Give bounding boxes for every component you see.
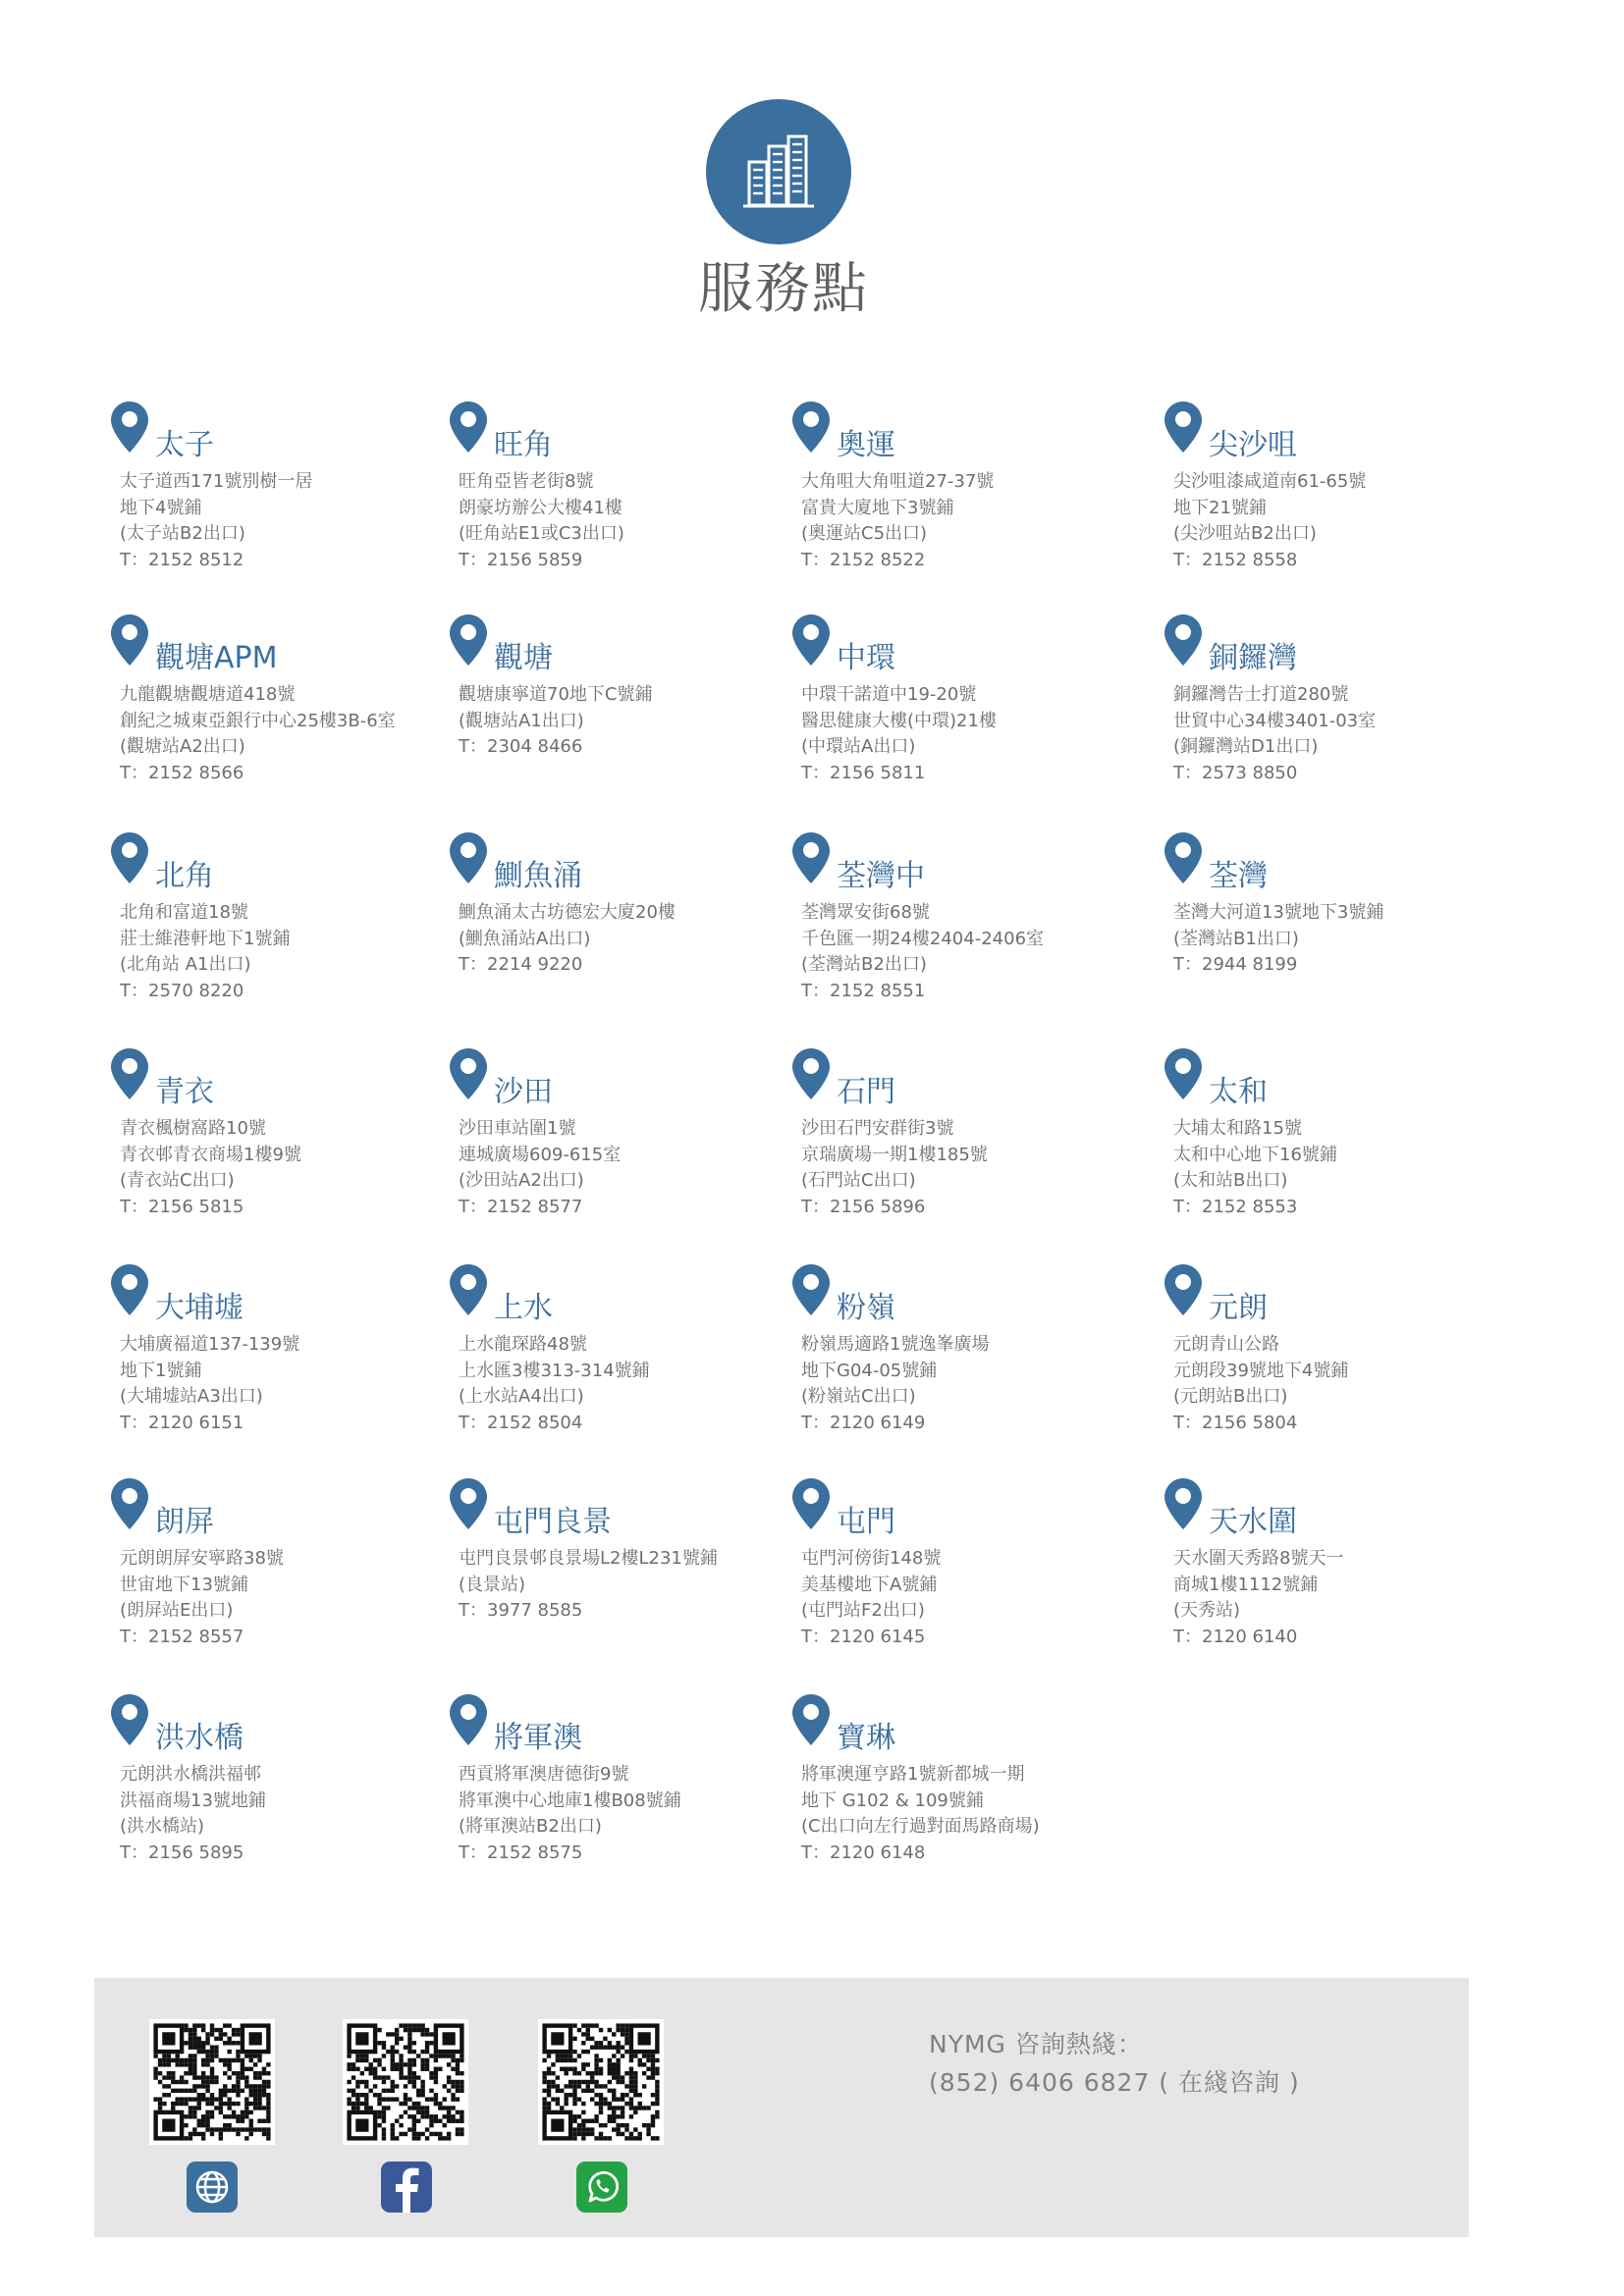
branch-info — [459, 469, 624, 573]
branch-name: 鰂魚涌 — [494, 859, 582, 893]
branch-address-line: 沙田車站圍1號 — [459, 1118, 576, 1139]
map-pin-icon — [449, 614, 488, 667]
branch-name: 天水圍 — [1209, 1505, 1297, 1539]
branch-name: 寶琳 — [837, 1721, 895, 1755]
branch-info — [120, 1332, 299, 1436]
map-pin-icon — [449, 1477, 488, 1530]
branch-address-line: (石門站C出口) — [801, 1170, 916, 1191]
branch-name: 太子 — [155, 428, 214, 462]
branch-address-line: (青衣站C出口) — [120, 1170, 235, 1191]
branch-address-line: (太和站B出口) — [1173, 1170, 1288, 1191]
branch-address-line: 連城廣場609-615室 — [459, 1144, 622, 1165]
map-pin-icon — [1164, 614, 1203, 667]
map-pin-icon — [449, 1047, 488, 1100]
branch-info — [459, 1546, 718, 1625]
map-pin-icon — [449, 400, 488, 454]
branch-name: 太和 — [1209, 1075, 1268, 1109]
map-pin-icon — [791, 1263, 831, 1316]
hotline-label: NYMG 咨詢熱綫： — [929, 2030, 1143, 2058]
map-pin-icon — [791, 1477, 831, 1530]
branch-address-line: 朗豪坊辦公大樓41樓 — [459, 497, 623, 518]
branch-address-line: 屯門河傍街148號 — [801, 1548, 942, 1569]
branch-phone: T：2214 9220 — [459, 954, 583, 975]
branch-phone: T：2156 5859 — [459, 549, 583, 570]
branch-info — [459, 1762, 681, 1866]
branch-name: 洪水橋 — [155, 1721, 244, 1755]
branch-address-line: 青衣邨青衣商場1樓9號 — [120, 1144, 301, 1165]
branch-address-line: (北角站 A1出口) — [120, 954, 251, 975]
branch-name: 荃灣 — [1209, 859, 1268, 893]
branch-address-line: 九龍觀塘觀塘道418號 — [120, 684, 296, 705]
branch-name: 大埔墟 — [155, 1291, 244, 1325]
qr-code-whatsapp[interactable] — [538, 2019, 664, 2145]
branch-name: 屯門 — [837, 1505, 895, 1539]
branch-address-line: (C出口向左行過對面馬路商場) — [801, 1816, 1040, 1837]
map-pin-icon — [791, 1693, 831, 1746]
map-pin-icon — [1164, 1263, 1203, 1316]
branch-phone: T：2152 8577 — [459, 1196, 583, 1217]
facebook-icon[interactable] — [381, 2162, 432, 2213]
branch-info — [801, 1546, 941, 1650]
branch-address-line: 世貿中心34樓3401-03室 — [1173, 710, 1377, 731]
map-pin-icon — [110, 400, 149, 454]
map-pin-icon — [449, 1693, 488, 1746]
branch-phone: T：2156 5804 — [1173, 1412, 1298, 1433]
branch-address-line: 青衣楓樹窩路10號 — [120, 1118, 266, 1139]
map-pin-icon — [110, 1693, 149, 1746]
branch-address-line: 沙田石門安群街3號 — [801, 1118, 954, 1139]
branch-phone: T：2120 6151 — [120, 1412, 244, 1433]
whatsapp-icon[interactable] — [576, 2162, 627, 2213]
branch-phone: T：2120 6149 — [801, 1412, 926, 1433]
branch-phone: T：2570 8220 — [120, 980, 244, 1001]
branch-address-line: 地下21號鋪 — [1173, 497, 1267, 518]
branch-address-line: 大埔廣福道137-139號 — [120, 1334, 300, 1355]
hotline-number[interactable]: (852) 6406 6827 ( 在綫咨詢 ) — [929, 2068, 1300, 2097]
branch-address-line: (荃灣站B2出口) — [801, 954, 927, 975]
map-pin-icon — [791, 614, 831, 667]
branch-info — [1173, 1116, 1337, 1220]
branch-address-line: 觀塘康寧道70地下C號鋪 — [459, 684, 653, 705]
branch-info — [801, 1332, 989, 1436]
map-pin-icon — [1164, 400, 1203, 454]
branch-address-line: 元朗朗屏安寧路38號 — [120, 1548, 284, 1569]
branch-address-line: 大埔太和路15號 — [1173, 1118, 1302, 1139]
branch-address-line: (將軍澳站B2出口) — [459, 1816, 602, 1837]
branch-address-line: (旺角站E1或C3出口) — [459, 523, 624, 544]
branch-name: 銅鑼灣 — [1209, 641, 1297, 675]
branch-phone: T：2152 8557 — [120, 1626, 244, 1647]
branch-address-line: 荃灣大河道13號地下3號鋪 — [1173, 902, 1384, 923]
branch-address-line: 元朗洪水橋洪福邨 — [120, 1764, 261, 1785]
branch-address-line: (洪水橋站) — [120, 1816, 205, 1837]
branch-info — [120, 1762, 266, 1866]
map-pin-icon — [449, 831, 488, 884]
branch-name: 將軍澳 — [494, 1721, 582, 1755]
branch-address-line: (上水站A4出口) — [459, 1386, 584, 1407]
branch-name: 屯門良景 — [494, 1505, 612, 1539]
branch-name: 荃灣中 — [837, 859, 925, 893]
branch-name: 元朗 — [1209, 1291, 1268, 1325]
branch-phone: T：2304 8466 — [459, 736, 583, 757]
branch-address-line: 將軍澳中心地庫1樓B08號鋪 — [459, 1789, 681, 1811]
branch-address-line: 尖沙咀漆咸道南61-65號 — [1173, 471, 1367, 492]
branch-address-line: 洪福商場13號地鋪 — [120, 1789, 266, 1811]
map-pin-icon — [1164, 1047, 1203, 1100]
branch-phone: T：2573 8850 — [1173, 762, 1298, 783]
map-pin-icon — [791, 400, 831, 454]
branch-address-line: (觀塘站A2出口) — [120, 736, 245, 757]
branch-phone: T：2152 8575 — [459, 1842, 583, 1863]
branch-phone: T：2152 8566 — [120, 762, 244, 783]
branch-address-line: 千色匯一期24樓2404-2406室 — [801, 928, 1045, 949]
branch-info — [801, 469, 994, 573]
branch-address-line: 太和中心地下16號鋪 — [1173, 1144, 1337, 1165]
branch-info — [459, 1116, 621, 1220]
branch-address-line: 將軍澳運亨路1號新都城一期 — [801, 1764, 1025, 1785]
branch-address-line: (奧運站C5出口) — [801, 523, 928, 544]
branch-phone: T：2156 5895 — [120, 1842, 244, 1863]
branch-address-line: 大角咀大角咀道27-37號 — [801, 471, 995, 492]
branch-address-line: 商城1樓1112號鋪 — [1173, 1574, 1319, 1595]
branch-address-line: (天秀站) — [1173, 1600, 1241, 1621]
branch-info — [1173, 1546, 1343, 1650]
branch-name: 觀塘APM — [155, 641, 278, 675]
branch-address-line: 莊士維港軒地下1號鋪 — [120, 928, 291, 949]
branch-info — [459, 900, 676, 979]
map-pin-icon — [449, 1263, 488, 1316]
branch-address-line: (屯門站F2出口) — [801, 1600, 925, 1621]
branch-name: 中環 — [837, 641, 895, 675]
map-pin-icon — [110, 1263, 149, 1316]
page-title: 服務點 — [698, 257, 869, 321]
branch-name: 青衣 — [155, 1075, 214, 1109]
branch-name: 石門 — [837, 1075, 895, 1109]
branch-address-line: 屯門良景邨良景場L2樓L231號鋪 — [459, 1548, 718, 1569]
branch-address-line: 元朗段39號地下4號鋪 — [1173, 1360, 1349, 1381]
branch-info — [459, 1332, 650, 1436]
branch-address-line: 太子道西171號別樹一居 — [120, 471, 313, 492]
branch-address-line: (銅鑼灣站D1出口) — [1173, 736, 1319, 757]
map-pin-icon — [1164, 1477, 1203, 1530]
branch-address-line: 荃灣眾安街68號 — [801, 902, 930, 923]
branch-address-line: 地下G04-05號鋪 — [801, 1360, 938, 1381]
map-pin-icon — [1164, 831, 1203, 884]
branch-phone: T：2156 5811 — [801, 762, 926, 783]
branch-info — [801, 1116, 988, 1220]
branch-address-line: 京瑞廣場一期1樓185號 — [801, 1144, 988, 1165]
branch-address-line: 富貴大廈地下3號鋪 — [801, 497, 954, 518]
branch-name: 上水 — [494, 1291, 553, 1325]
branch-name: 旺角 — [494, 428, 553, 462]
branch-name: 北角 — [155, 859, 214, 893]
map-pin-icon — [791, 1047, 831, 1100]
branch-address-line: (粉嶺站C出口) — [801, 1386, 916, 1407]
branch-info — [120, 900, 290, 1004]
branch-address-line: 上水龍琛路48號 — [459, 1334, 587, 1355]
branch-phone: T：2152 8551 — [801, 980, 926, 1001]
branch-address-line: (尖沙咀站B2出口) — [1173, 523, 1317, 544]
branch-address-line: (鰂魚涌站A出口) — [459, 928, 591, 949]
buildings-icon — [706, 99, 851, 244]
branch-address-line: 西貢將軍澳唐德街9號 — [459, 1764, 629, 1785]
map-pin-icon — [110, 1477, 149, 1530]
branch-info — [120, 682, 396, 786]
branch-phone: T：2120 6145 — [801, 1626, 926, 1647]
branch-address-line: (太子站B2出口) — [120, 523, 245, 544]
branch-phone: T：2152 8558 — [1173, 549, 1298, 570]
branch-info — [459, 682, 652, 761]
branch-info — [120, 1546, 284, 1650]
branch-phone: T：2120 6140 — [1173, 1626, 1298, 1647]
branch-address-line: (朗屏站E出口) — [120, 1600, 234, 1621]
branch-address-line: 鰂魚涌太古坊德宏大廈20樓 — [459, 902, 676, 923]
branch-info — [801, 1762, 1040, 1866]
branch-info — [801, 682, 997, 786]
branch-phone: T：2156 5815 — [120, 1196, 244, 1217]
branch-phone: T：2120 6148 — [801, 1842, 926, 1863]
branch-phone: T：2944 8199 — [1173, 954, 1298, 975]
qr-code-facebook[interactable] — [343, 2019, 468, 2145]
branch-phone: T：2152 8512 — [120, 549, 244, 570]
map-pin-icon — [791, 831, 831, 884]
branch-info — [1173, 469, 1366, 573]
branch-info — [801, 900, 1044, 1004]
branch-address-line: 地下 G102 & 109號鋪 — [801, 1789, 984, 1811]
branch-name: 奧運 — [837, 428, 895, 462]
branch-phone: T：2152 8522 — [801, 549, 926, 570]
branch-phone: T：2152 8504 — [459, 1412, 583, 1433]
branch-address-line: (荃灣站B1出口) — [1173, 928, 1299, 949]
branch-name: 沙田 — [494, 1075, 553, 1109]
branch-name: 觀塘 — [494, 641, 553, 675]
branch-address-line: (中環站A出口) — [801, 736, 916, 757]
branch-name: 朗屏 — [155, 1505, 214, 1539]
branch-name: 尖沙咀 — [1209, 428, 1297, 462]
branch-address-line: 北角和富道18號 — [120, 902, 248, 923]
branch-phone: T：3977 8585 — [459, 1600, 583, 1621]
branch-address-line: 醫思健康大樓(中環)21樓 — [801, 710, 997, 731]
map-pin-icon — [110, 1047, 149, 1100]
map-pin-icon — [110, 614, 149, 667]
branch-address-line: 銅鑼灣告士打道280號 — [1173, 684, 1349, 705]
branch-address-line: (大埔墟站A3出口) — [120, 1386, 263, 1407]
branch-address-line: 地下1號鋪 — [120, 1360, 202, 1381]
branch-address-line: 天水圍天秀路8號天一 — [1173, 1548, 1344, 1569]
branch-address-line: (觀塘站A1出口) — [459, 710, 584, 731]
branch-phone: T：2152 8553 — [1173, 1196, 1298, 1217]
globe-icon[interactable] — [187, 2162, 238, 2213]
branch-address-line: (元朗站B出口) — [1173, 1386, 1288, 1407]
branch-phone: T：2156 5896 — [801, 1196, 926, 1217]
branch-address-line: 美基樓地下A號鋪 — [801, 1574, 938, 1595]
branch-address-line: (沙田站A2出口) — [459, 1170, 584, 1191]
branch-info — [1173, 1332, 1348, 1436]
map-pin-icon — [110, 831, 149, 884]
branch-address-line: 元朗青山公路 — [1173, 1334, 1279, 1355]
branch-info — [120, 469, 312, 573]
branch-address-line: 創紀之城東亞銀行中心25樓3B-6室 — [120, 710, 396, 731]
branch-info — [1173, 682, 1376, 786]
branch-info — [1173, 900, 1383, 979]
branch-address-line: 世宙地下13號鋪 — [120, 1574, 248, 1595]
branch-address-line: 中環干諾道中19-20號 — [801, 684, 977, 705]
footer-panel — [94, 1978, 1469, 2237]
branch-address-line: 地下4號鋪 — [120, 497, 202, 518]
qr-code-website[interactable] — [149, 2019, 275, 2145]
branch-address-line: 粉嶺馬適路1號逸峯廣場 — [801, 1334, 990, 1355]
branch-address-line: 旺角亞皆老街8號 — [459, 471, 594, 492]
branch-info — [120, 1116, 301, 1220]
branch-address-line: 上水匯3樓313-314號鋪 — [459, 1360, 650, 1381]
branch-address-line: (良景站) — [459, 1574, 526, 1595]
branch-name: 粉嶺 — [837, 1291, 895, 1325]
